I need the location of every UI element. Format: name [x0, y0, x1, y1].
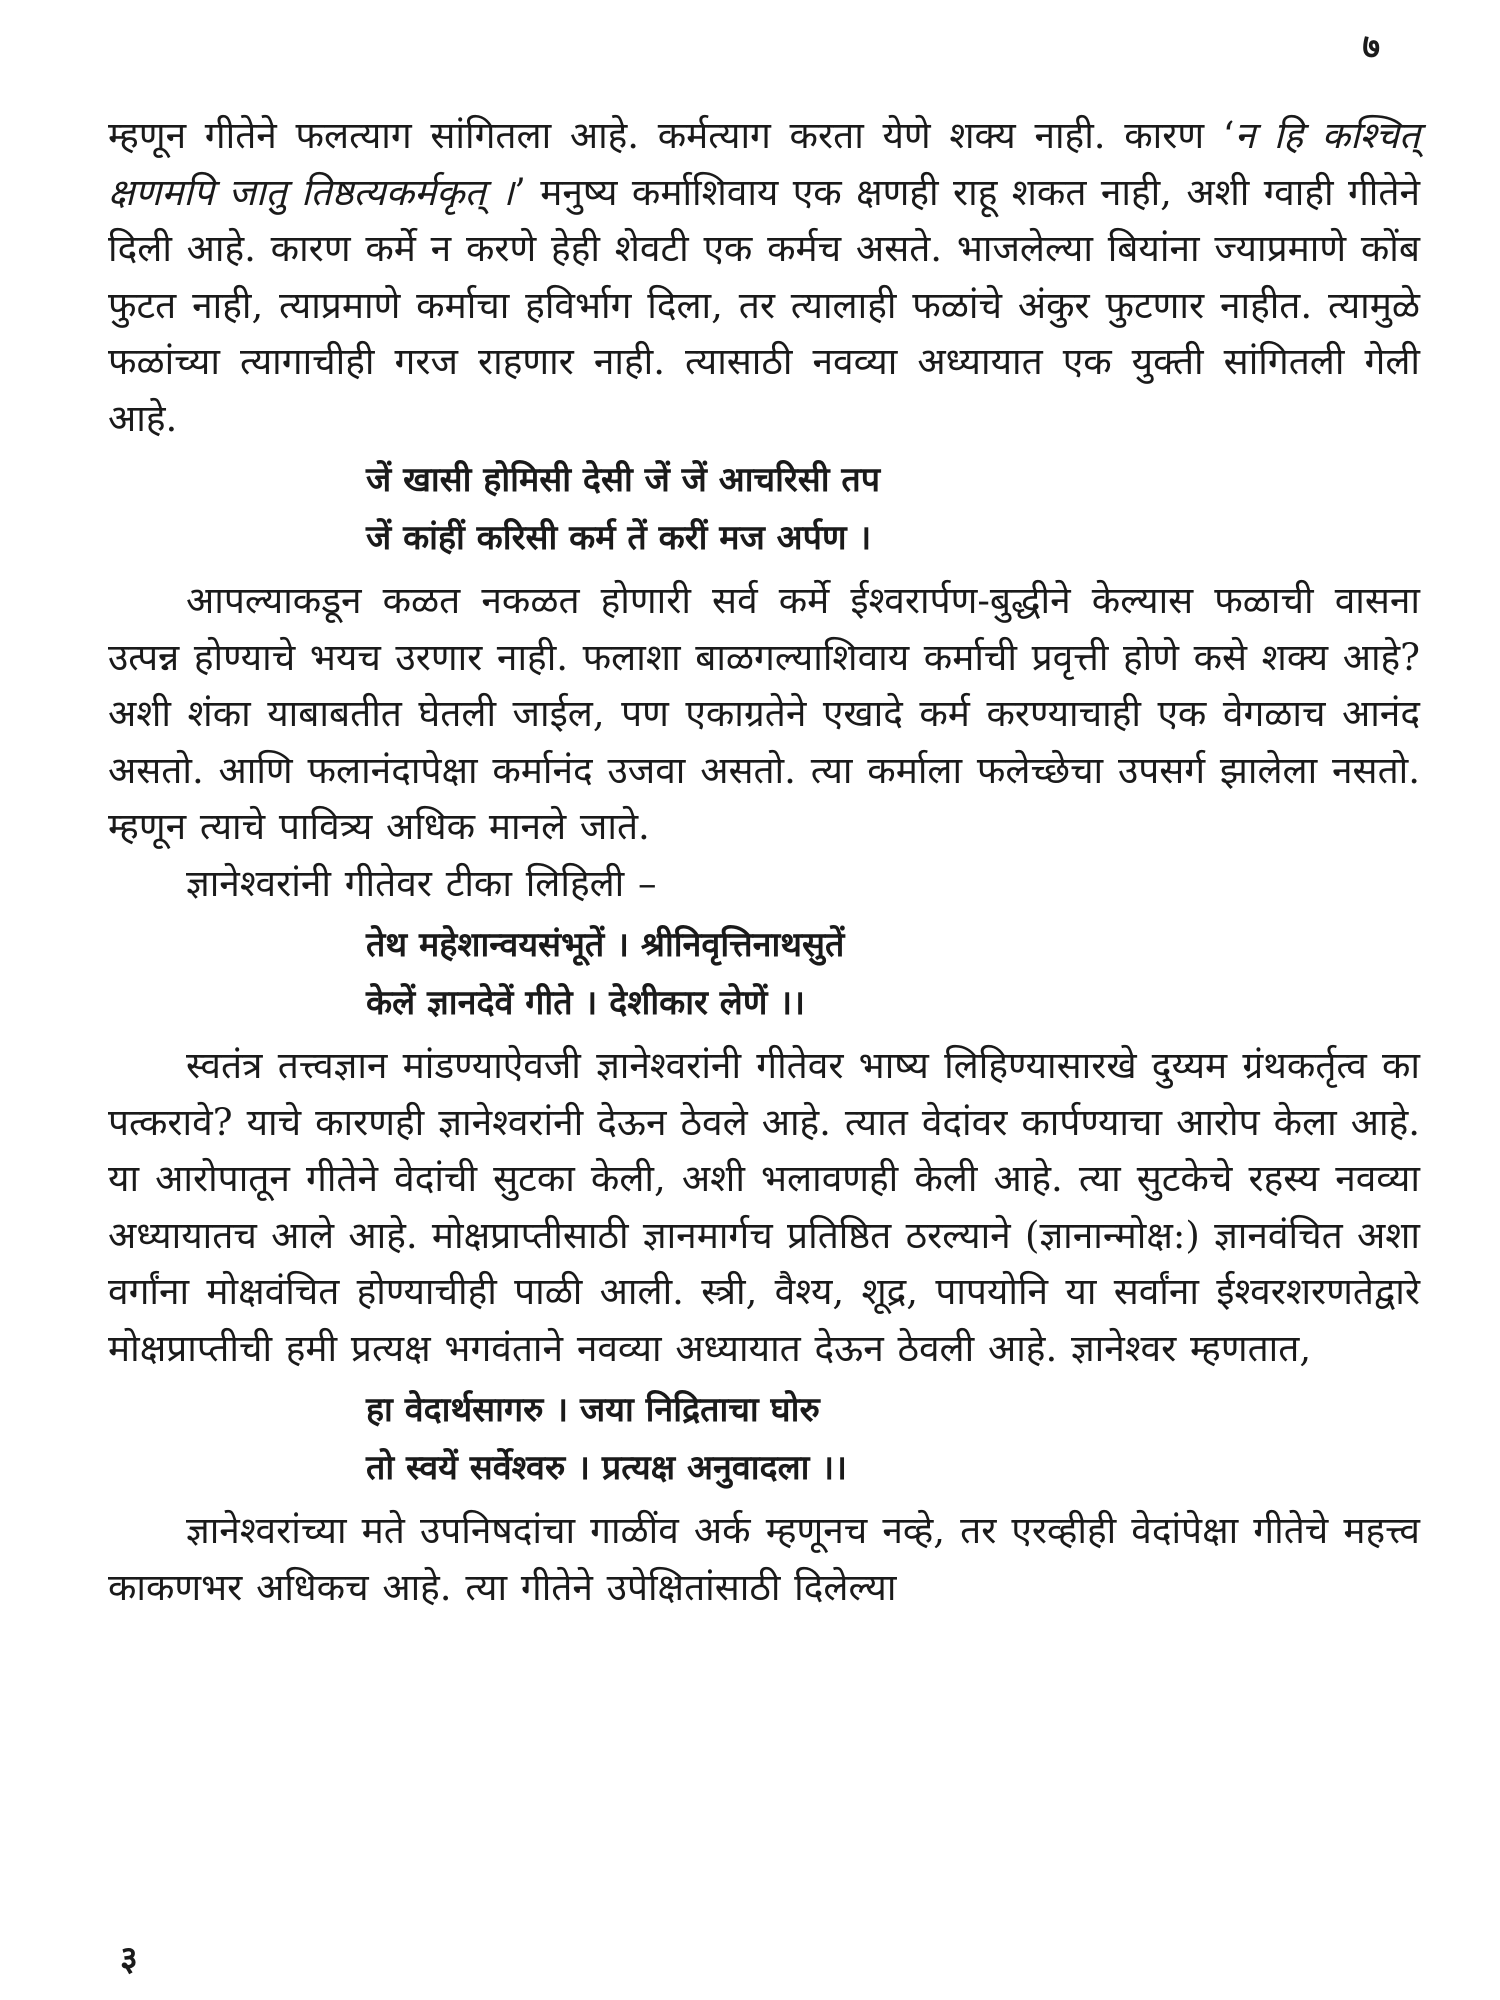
verse-2-line-2: केलें ज्ञानदेवें गीते । देशीकार लेणें ।।	[366, 983, 806, 1023]
page-number: ७	[1362, 27, 1380, 67]
verse-2-line-1: तेथ महेशान्वयसंभूतें । श्रीनिवृत्तिनाथसुतें	[366, 925, 845, 965]
paragraph-1	[108, 108, 1420, 447]
verse-1-line-1: जें खासी होमिसी देसी जें जें आचरिसी तप	[366, 460, 881, 500]
verse-3	[108, 1381, 1420, 1497]
paragraph-5: ज्ञानेश्वरांच्या मते उपनिषदांचा गाळींव अर्क म्हणूनच नव्हे, तर एरव्हीही वेदांपेक्षा गीतेचे महत्त्व काकणभर अधिकच आहे. त्या गीतेने उपेक्षितांसाठी दिलेल्या	[108, 1509, 1420, 1609]
signature-mark: ३	[120, 1939, 138, 1979]
paragraph-4: स्वतंत्र तत्त्वज्ञान मांडण्याऐवजी ज्ञानेश्वरांनी गीतेवर भाष्य लिहिण्यासारखे दुय्यम ग्रंथकर्तृत्व का पत्करावे? याचे कारणही ज्ञानेश्वरांनी देऊन ठेवले आहे. त्यात वेदांवर कार्पण्याचा आरोप केला आहे. या आरोपातून गीतेने वेदांची सुटका केली, अशी भलावणही केली आहे. त्या सुटकेचे रहस्य नवव्या अध्यायातच आले आहे. मोक्षप्राप्तीसाठी ज्ञानमार्गच प्रतिष्ठित ठरल्याने (ज्ञानान्मोक्ष:) ज्ञानवंचित अशा वर्गांना मोक्षवंचित होण्याचीही पाळी आली. स्त्री, वैश्य, शूद्र, पापयोनि या सर्वांना ईश्वरशरणतेद्वारे मोक्षप्राप्तीची हमी प्रत्यक्ष भगवंताने नवव्या अध्यायात देऊन ठेवली आहे. ज्ञानेश्वर म्हणतात,	[108, 1044, 1420, 1370]
page-body	[108, 108, 1420, 1616]
gita-quote: न हि कश्चित् क्षणमपि जातु तिष्ठत्यकर्मकृत् ।	[108, 114, 1420, 214]
paragraph-2: आपल्याकडून कळत नकळत होणारी सर्व कर्मे ईश्वरार्पण-बुद्धीने केल्यास फळाची वासना उत्पन्न होण्याचे भयच उरणार नाही. फलाशा बाळगल्याशिवाय कर्माची प्रवृत्ती होणे कसे शक्य आहे? अशी शंका याबाबतीत घेतली जाईल, पण एकाग्रतेने एखादे कर्म करण्याचाही एक वेगळाच आनंद असतो. आणि फलानंदापेक्षा कर्मानंद उजवा असतो. त्या कर्माला फलेच्छेचा उपसर्ग झालेला नसतो. म्हणून त्याचे पावित्र्य अधिक मानले जाते.	[108, 579, 1420, 848]
verse-1-line-2: जें कांहीं करिसी कर्म तें करीं मज अर्पण ।	[366, 518, 872, 558]
verse-2	[108, 916, 1420, 1032]
paragraph-1-start: म्हणून गीतेने फलत्याग सांगितला आहे. कर्मत्याग करता येणे शक्य नाही. कारण ‘	[108, 114, 1235, 157]
verse-3-line-1: हा वेदार्थसागरु । जया निद्रिताचा घोरु	[366, 1390, 820, 1430]
paragraph-1-rest: ’ मनुष्य कर्माशिवाय एक क्षणही राहू शकत नाही, अशी ग्वाही गीतेने दिली आहे. कारण कर्मे न करणे हेही शेवटी एक कर्मच असते. भाजलेल्या बियांना ज्याप्रमाणे कोंब फुटत नाही, त्याप्रमाणे कर्माचा हविर्भाग दिला, तर त्यालाही फळांचे अंकुर फुटणार नाहीत. त्यामुळे फळांच्या त्यागाचीही गरज राहणार नाही. त्यासाठी नवव्या अध्यायात एक युक्ती सांगितली गेली आहे.	[108, 170, 1420, 440]
verse-1	[108, 451, 1420, 567]
verse-3-line-2: तो स्वयें सर्वेश्वरु । प्रत्यक्ष अनुवादला ।।	[366, 1448, 848, 1488]
paragraph-3: ज्ञानेश्वरांनी गीतेवर टीका लिहिली –	[186, 861, 657, 905]
